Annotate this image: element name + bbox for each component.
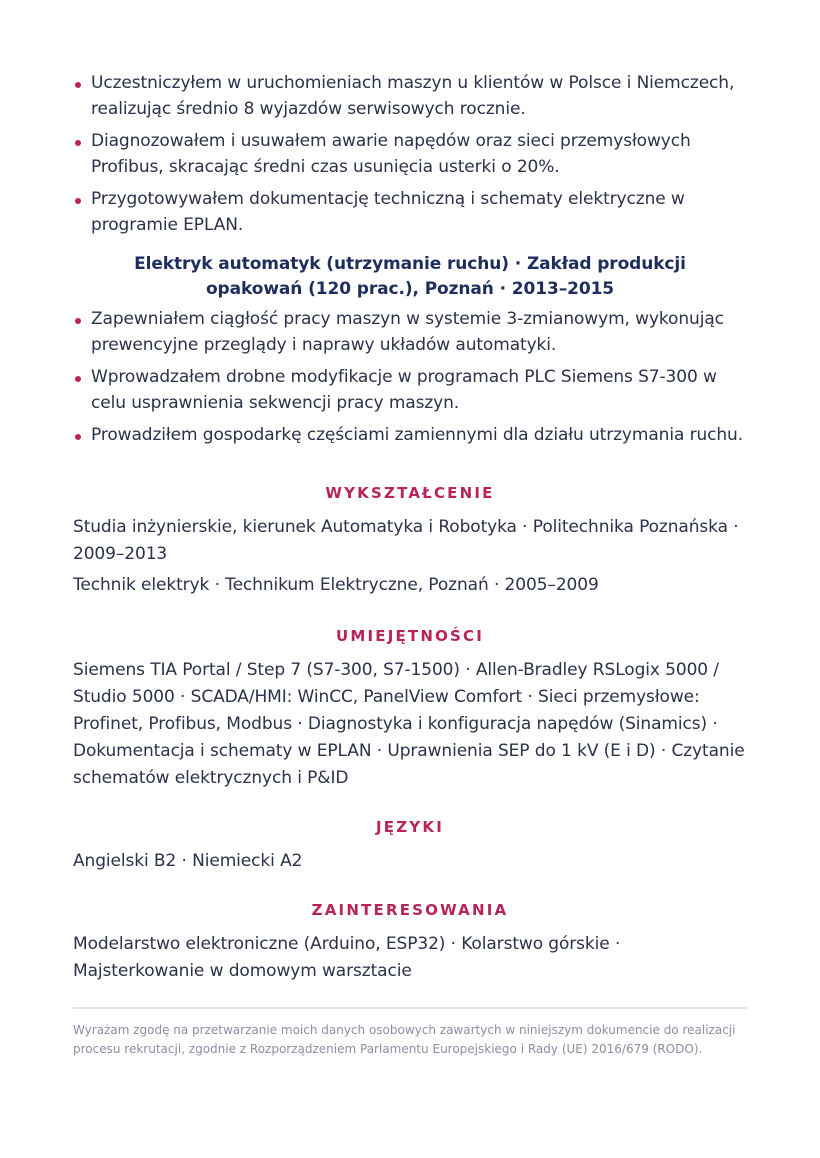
- bullet-dot-icon: [75, 376, 81, 382]
- bullet-text: Diagnozowałem i usuwałem awarie napędów oraz sieci przemysłowych Profibus, skracając średni czas usunięcia usterki o 20%.: [91, 131, 691, 177]
- education-heading: WYKSZTAŁCENIE: [325, 484, 495, 502]
- job1-bullet-list: [73, 70, 747, 238]
- skills-heading: UMIEJĘTNOŚCI: [335, 627, 485, 645]
- job2-bullet: [73, 422, 747, 448]
- bullet-dot-icon: [75, 82, 81, 88]
- job1-bullet: [73, 186, 747, 238]
- interests-text: Modelarstwo elektroniczne (Arduino, ESP32) · Kolarstwo górskie · Majsterkowanie w domowym warsztacie: [73, 934, 621, 981]
- job2-bullet-list: [73, 306, 747, 448]
- bullet-text: Zapewniałem ciągłość pracy maszyn w systemie 3-zmianowym, wykonując prewencyjne przeglądy i naprawy układów automatyki.: [91, 309, 724, 355]
- education-item: Technik elektryk · Technikum Elektryczne, Poznań · 2005–2009: [73, 575, 599, 595]
- skills-text: Siemens TIA Portal / Step 7 (S7-300, S7-1500) · Allen-Bradley RSLogix 5000 / Studio 5000 · SCADA/HMI: WinCC, PanelView Comfort · Sieci przemysłowe: Profinet, Profibus, Modbus · Diagnostyka i konfiguracja napędów (Sinamics) · Dokumentacja i schematy w EPLAN · Uprawnienia SEP do 1 kV (E i D) · Czytanie schematów elektrycznych i P&ID: [73, 660, 745, 788]
- bullet-dot-icon: [75, 434, 81, 440]
- bullet-text: Wprowadzałem drobne modyfikacje w programach PLC Siemens S7-300 w celu usprawnienia sekwencji pracy maszyn.: [91, 367, 717, 413]
- bullet-dot-icon: [75, 198, 81, 204]
- job1-bullet: [73, 70, 747, 122]
- education-item: Studia inżynierskie, kierunek Automatyka i Robotyka · Politechnika Poznańska · 2009–2013: [73, 517, 739, 564]
- consent-clause: Wyrażam zgodę na przetwarzanie moich danych osobowych zawartych w niniejszym dokumencie do realizacji procesu rekrutacji, zgodnie z Rozporządzeniem Parlamentu Europejskiego i Rady (UE) 2016/679 (RODO).: [73, 1023, 736, 1056]
- interests-heading: ZAINTERESOWANIA: [311, 901, 509, 919]
- footer-divider: [73, 1007, 747, 1009]
- bullet-text: Prowadziłem gospodarkę częściami zamiennymi dla działu utrzymania ruchu.: [91, 425, 744, 445]
- bullet-dot-icon: [75, 140, 81, 146]
- bullet-text: Uczestniczyłem w uruchomieniach maszyn u klientów w Polsce i Niemczech, realizując średnio 8 wyjazdów serwisowych rocznie.: [91, 73, 735, 119]
- bullet-text: Przygotowywałem dokumentację techniczną i schematy elektryczne w programie EPLAN.: [91, 189, 685, 235]
- bullet-dot-icon: [75, 318, 81, 324]
- job1-bullet: [73, 128, 747, 180]
- resume-page: [73, 70, 747, 1059]
- job2-title: Elektryk automatyk (utrzymanie ruchu) · Zakład produkcji opakowań (120 prac.), Poznań · 2013–2015: [134, 254, 686, 299]
- languages-text: Angielski B2 · Niemiecki A2: [73, 851, 303, 871]
- languages-heading: JĘZYKI: [376, 818, 444, 836]
- job2-bullet: [73, 306, 747, 358]
- job2-bullet: [73, 364, 747, 416]
